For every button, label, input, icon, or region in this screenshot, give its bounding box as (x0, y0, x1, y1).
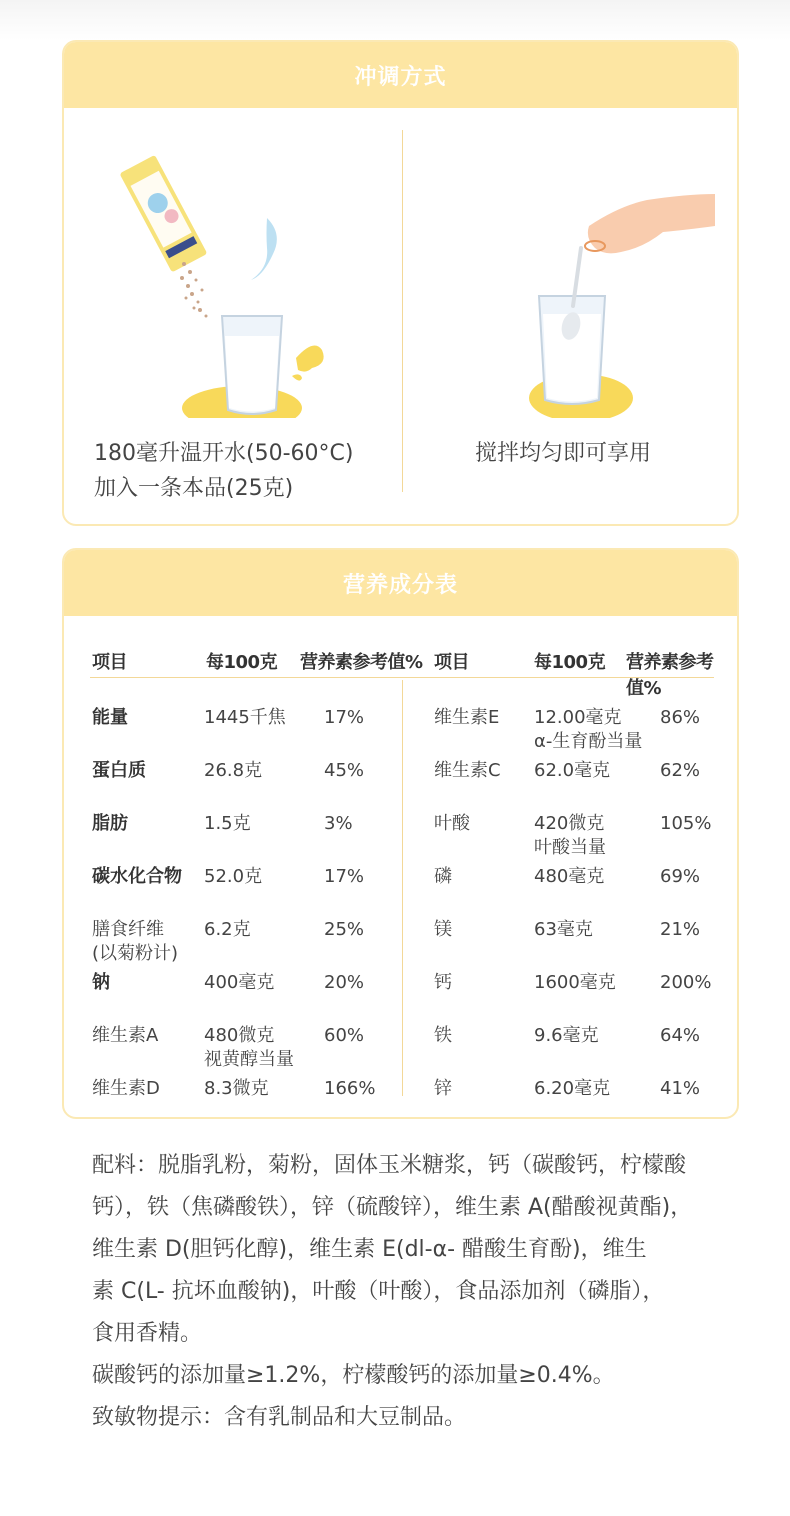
ingredients-block (92, 1145, 718, 1439)
nutrient-value: 420微克 (534, 813, 605, 834)
nutrient-name: 铁 (434, 1025, 452, 1046)
water-stream (251, 218, 277, 280)
header-nrv-left: 营养素参考值% (300, 652, 423, 673)
ingredients-line: 碳酸钙的添加量≥1.2%，柠檬酸钙的添加量≥0.4%。 (92, 1363, 615, 1388)
nutrient-nrv: 20% (324, 972, 365, 993)
ingredients-line: 素 C(L- 抗坏血酸钠)，叶酸（叶酸），食品添加剂（磷脂）， (92, 1279, 665, 1304)
nutrient-name: 维生素E (434, 707, 500, 728)
nutrient-name: 蛋白质 (92, 760, 146, 781)
nutrient-value: 480毫克 (534, 866, 605, 887)
powder-particles (180, 262, 208, 318)
nutrient-nrv: 17% (324, 866, 365, 887)
nutrient-name: 维生素C (434, 760, 501, 781)
nutrient-value: 26.8克 (204, 760, 263, 781)
nutrient-value-unit: α-生育酚当量 (534, 731, 643, 752)
nutrient-name: 碳水化合物 (92, 866, 182, 887)
nutrient-name-note: (以菊粉计) (92, 943, 179, 964)
nutrient-value: 52.0克 (204, 866, 263, 887)
nutrient-nrv: 166% (324, 1078, 376, 1099)
nutrient-name: 能量 (92, 707, 128, 728)
step-1-line-1: 180毫升温开水(50-60°C) (94, 441, 354, 466)
nutrient-value: 62.0毫克 (534, 760, 611, 781)
nutrient-name: 镁 (434, 919, 452, 940)
header-item-right: 项目 (434, 652, 469, 673)
ingredients-line: 致敏物提示：含有乳制品和大豆制品。 (92, 1405, 467, 1430)
ingredients-line: 维生素 D(胆钙化醇)，维生素 E(dl-α- 醋酸生育酚)，维生 (92, 1237, 647, 1262)
ingredients-line: 钙），铁（焦磷酸铁），锌（硫酸锌），维生素 A(醋酸视黄酯)， (92, 1195, 693, 1220)
nutrient-name: 锌 (434, 1078, 452, 1099)
nutrition-table (64, 616, 737, 1117)
nutrient-value: 480微克 (204, 1025, 275, 1046)
preparation-step-1 (64, 108, 402, 524)
nutrient-name: 钠 (92, 972, 110, 993)
nutrient-value: 9.6毫克 (534, 1025, 599, 1046)
preparation-title: 冲调方式 (64, 42, 737, 108)
nutrient-value-unit: 叶酸当量 (534, 837, 606, 858)
nutrient-name: 脂肪 (92, 813, 128, 834)
nutrient-nrv: 69% (660, 866, 701, 887)
nutrient-nrv: 45% (324, 760, 365, 781)
nutrition-title: 营养成分表 (64, 550, 737, 616)
nutrient-name: 磷 (434, 866, 452, 887)
splash-blob (296, 346, 324, 372)
nutrient-nrv: 105% (660, 813, 712, 834)
preparation-body (64, 108, 737, 524)
step-1-line-2: 加入一条本品(25克) (94, 476, 294, 501)
nutrient-nrv: 200% (660, 972, 712, 993)
nutrient-value: 1.5克 (204, 813, 251, 834)
header-nrv-right: 营养素参考值% (626, 652, 714, 699)
header-per100-left: 每100克 (206, 652, 278, 673)
nutrient-nrv: 41% (660, 1078, 701, 1099)
splash-drop (292, 374, 302, 380)
nutrient-name: 叶酸 (434, 813, 470, 834)
nutrient-nrv: 17% (324, 707, 365, 728)
nutrient-name: 膳食纤维 (92, 919, 164, 940)
nutrient-nrv: 21% (660, 919, 701, 940)
header-item-left: 项目 (92, 652, 127, 673)
nutrient-name: 维生素D (92, 1078, 160, 1099)
glass-water-left (225, 336, 279, 412)
nutrition-card (62, 548, 739, 1119)
nutrient-name: 钙 (434, 972, 452, 993)
nutrient-value: 1600毫克 (534, 972, 616, 993)
nutrient-nrv: 62% (660, 760, 701, 781)
sachet-icon (119, 155, 207, 273)
nutrient-nrv: 3% (324, 813, 353, 834)
nutrient-value: 12.00毫克 (534, 707, 622, 728)
ingredients-line: 配料：脱脂乳粉，菊粉，固体玉米糖浆，钙（碳酸钙，柠檬酸 (92, 1153, 687, 1178)
preparation-step-2 (403, 108, 739, 524)
nutrient-value: 6.20毫克 (534, 1078, 611, 1099)
nutrient-nrv: 86% (660, 707, 701, 728)
nutrition-header-row (90, 638, 714, 699)
nutrient-value: 8.3微克 (204, 1078, 269, 1099)
nutrient-nrv: 64% (660, 1025, 701, 1046)
nutrition-column-divider (402, 680, 403, 1096)
nutrient-value: 63毫克 (534, 919, 593, 940)
hand-shape (588, 194, 715, 253)
nutrient-value-unit: 视黄醇当量 (204, 1049, 294, 1070)
header-per100-right: 每100克 (534, 652, 606, 673)
nutrient-nrv: 25% (324, 919, 365, 940)
preparation-card (62, 40, 739, 526)
step-2-line-1: 搅拌均匀即可享用 (475, 441, 652, 466)
nutrient-nrv: 60% (324, 1025, 365, 1046)
preparation-step-1-caption (94, 436, 353, 506)
nutrient-value: 6.2克 (204, 919, 251, 940)
sachet-pouring-illustration (64, 138, 402, 418)
hand-stirring-illustration (403, 138, 739, 418)
nutrient-value: 1445千焦 (204, 707, 286, 728)
ingredients-line: 食用香精。 (92, 1321, 203, 1346)
nutrient-name: 维生素A (92, 1025, 159, 1046)
nutrient-value: 400毫克 (204, 972, 275, 993)
preparation-step-2-caption (475, 436, 651, 471)
